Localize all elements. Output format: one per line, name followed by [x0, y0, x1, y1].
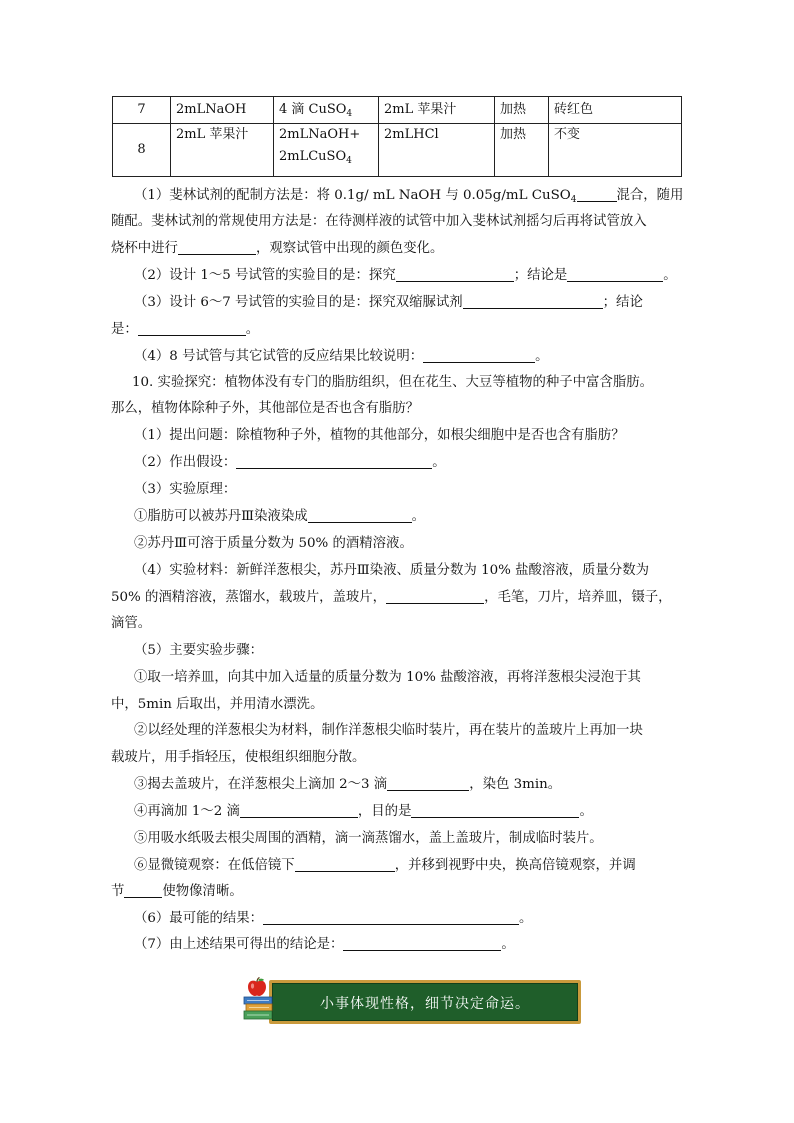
- answer-blank[interactable]: [386, 589, 484, 604]
- books-icon: [243, 995, 273, 1021]
- question-text: （5）主要实验步骤：: [134, 643, 264, 658]
- table-cell: 2mL 苹果汁: [379, 97, 495, 124]
- question-stem: 10. 实验探究：植物体没有专门的脂肪组织，但在花生、大豆等植物的种子中富含脂肪。: [132, 375, 654, 390]
- question-text: ③揭去盖玻片，在洋葱根尖上滴加 2～3 滴 ，染色 3min。: [134, 777, 562, 792]
- answer-blank[interactable]: [263, 910, 519, 925]
- tube-number: 7: [113, 97, 171, 124]
- answer-blank[interactable]: [411, 803, 579, 818]
- table-cell: 加热: [495, 124, 549, 177]
- question-text: 载玻片，用手指轻压，使根组织细胞分散。: [111, 750, 366, 765]
- question-text: ②以经处理的洋葱根尖为材料，制作洋葱根尖临时装片，再在装片的盖玻片上再加一块: [134, 723, 643, 738]
- answer-blank[interactable]: [295, 857, 395, 872]
- table-cell: 2mL 苹果汁: [171, 124, 274, 177]
- question-text: ④再滴加 1～2 滴 ，目的是 。: [134, 804, 593, 819]
- table-cell: 4 滴 CuSO$_4$: [274, 97, 379, 124]
- question-text: ⑥显微镜观察：在低倍镜下 ，并移到视野中央，换高倍镜观察，并调: [134, 858, 636, 873]
- question-text: ⑤用吸水纸吸去根尖周围的酒精，滴一滴蒸馏水，盖上盖玻片，制成临时装片。: [134, 831, 603, 846]
- question-text: 随配。斐林试剂的常规使用方法是：在待测样液的试管中加入斐林试剂摇匀后再将试管放入: [111, 214, 647, 229]
- answer-blank[interactable]: [387, 776, 469, 791]
- question-text: （6）最可能的结果： 。: [134, 911, 533, 926]
- table-cell: 2mLHCl: [379, 124, 495, 177]
- answer-blank[interactable]: [463, 294, 603, 309]
- experiment-table: [112, 96, 682, 177]
- table-cell: 2mLNaOH+ 2mLCuSO$_4$: [274, 124, 379, 177]
- motto-banner: [243, 977, 579, 1024]
- question-text: ①取一培养皿，向其中加入适量的质量分数为 10% 盐酸溶液，再将洋葱根尖浸泡于其: [134, 670, 641, 685]
- question-text: 是： 。: [111, 322, 260, 337]
- question-text: 节 使物像清晰。: [111, 884, 243, 899]
- answer-blank[interactable]: [138, 321, 246, 336]
- answer-blank[interactable]: [308, 508, 412, 523]
- answer-blank[interactable]: [240, 803, 358, 818]
- answer-blank[interactable]: [423, 348, 535, 363]
- question-text: （3）实验原理：: [134, 482, 237, 497]
- question-text: （4）8 号试管与其它试管的反应结果比较说明： 。: [134, 349, 549, 364]
- question-text: 中，5min 后取出，并用清水漂洗。: [111, 697, 324, 712]
- question-text: ②苏丹Ⅲ可溶于质量分数为 50% 的酒精溶液。: [134, 536, 413, 551]
- question-text: （3）设计 6～7 号试管的实验目的是：探究双缩脲试剂 ；结论: [134, 295, 643, 310]
- table-cell: 加热: [495, 97, 549, 124]
- answer-blank[interactable]: [396, 267, 514, 282]
- question-text: （2）设计 1～5 号试管的实验目的是：探究 ；结论是 。: [134, 268, 677, 283]
- question-text: （7）由上述结果可得出的结论是： 。: [134, 937, 515, 952]
- question-text: 50% 的酒精溶液，蒸馏水，载玻片，盖玻片， ，毛笔，刀片，培养皿，镊子，: [111, 590, 672, 605]
- question-text: 滴管。: [111, 616, 152, 631]
- answer-blank[interactable]: [343, 936, 501, 951]
- table-cell: 不变: [549, 124, 682, 177]
- answer-blank[interactable]: [124, 883, 162, 898]
- question-text: （4）实验材料：新鲜洋葱根尖，苏丹Ⅲ染液、质量分数为 10% 盐酸溶液，质量分数为: [134, 563, 649, 578]
- tube-number: 8: [113, 124, 171, 177]
- table-row: [113, 124, 682, 177]
- table-cell: 砖红色: [549, 97, 682, 124]
- question-text: （1）提出问题：除植物种子外，植物的其他部分，如根尖细胞中是否也含有脂肪？: [134, 428, 625, 443]
- table-cell: 2mLNaOH: [171, 97, 274, 124]
- apple-icon: [246, 977, 268, 997]
- motto-text: 小事体现性格，细节决定命运。: [320, 996, 530, 1012]
- answer-blank[interactable]: [178, 240, 256, 255]
- question-text: （1）斐林试剂的配制方法是：将 0.1g/ mL NaOH 与 0.05g/mL CuSO$_4$ 混合，随用: [134, 188, 684, 205]
- question-text: （2）作出假设： 。: [134, 455, 446, 470]
- chalkboard: [269, 980, 581, 1024]
- question-text: 烧杯中进行 ，观察试管中出现的颜色变化。: [111, 241, 444, 256]
- question-text: ①脂肪可以被苏丹Ⅲ染液染成 。: [134, 509, 425, 524]
- answer-blank[interactable]: [236, 454, 432, 469]
- question-stem: 那么，植物体除种子外，其他部位是否也含有脂肪？: [111, 401, 419, 416]
- table-row: [113, 97, 682, 124]
- answer-blank[interactable]: [567, 267, 663, 282]
- answer-blank[interactable]: [577, 187, 617, 202]
